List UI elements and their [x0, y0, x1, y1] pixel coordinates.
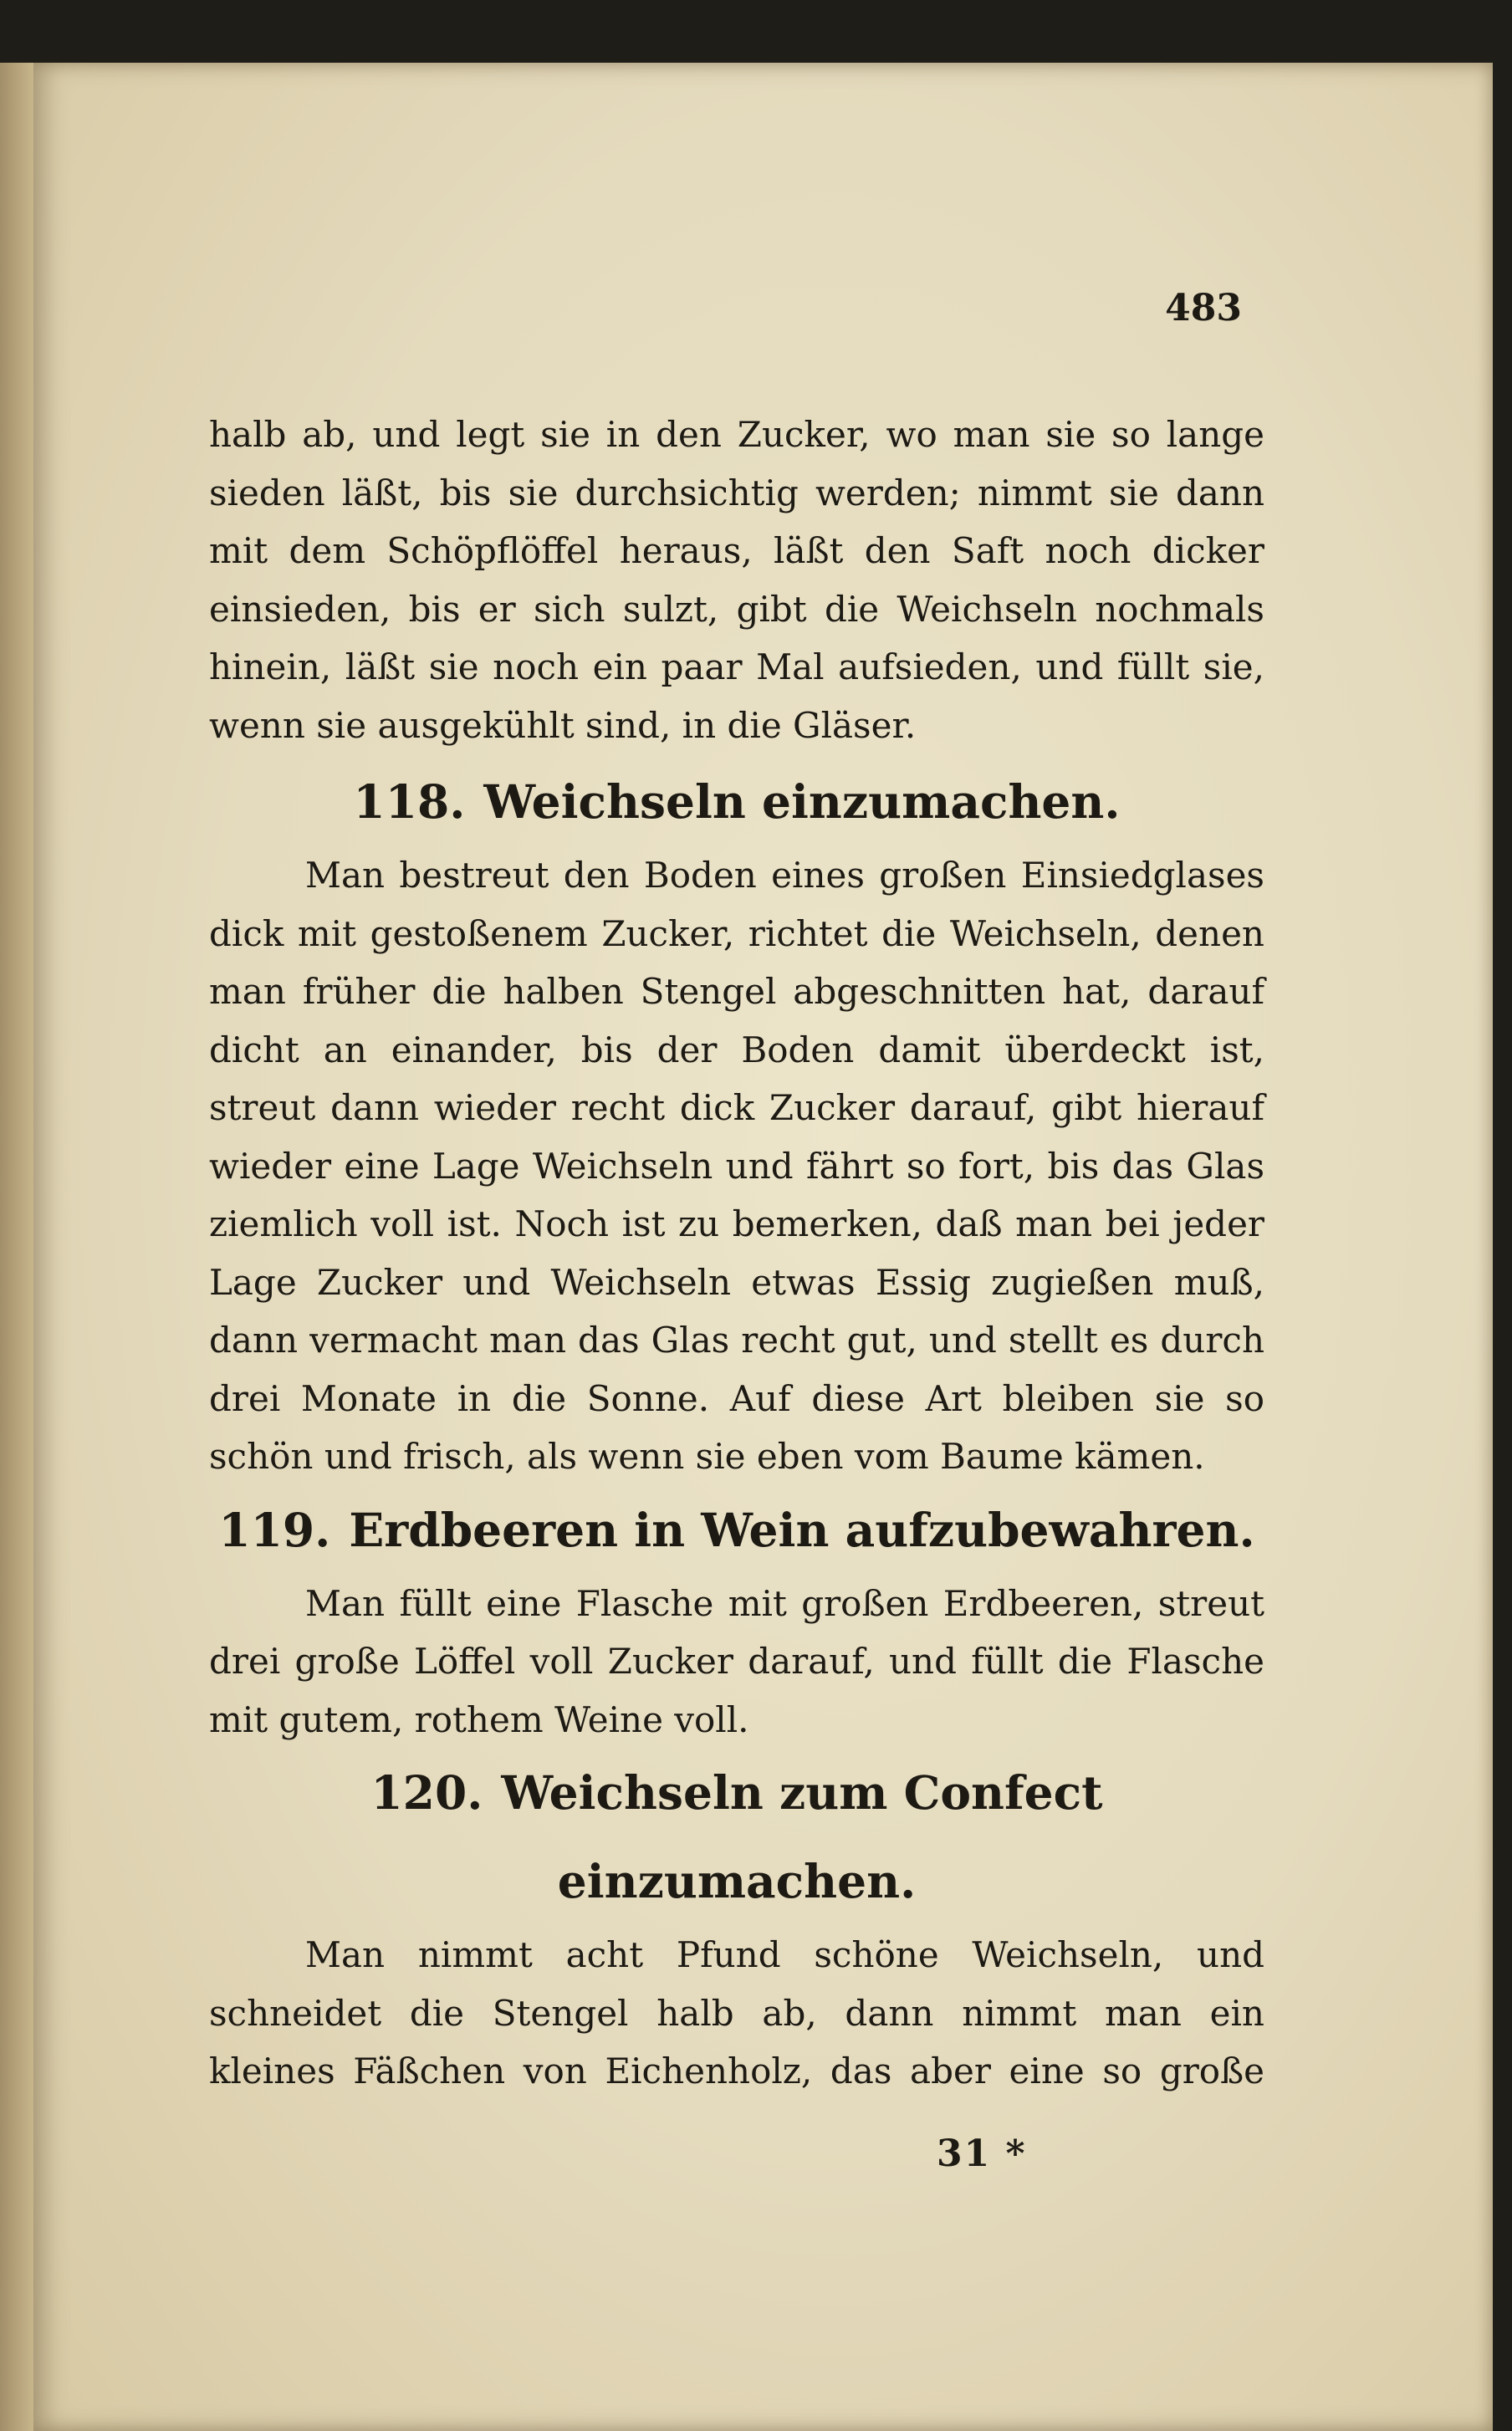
page-number: 483	[1165, 287, 1242, 329]
recipe-title: Weichseln zum Confect einzumachen.	[501, 1765, 1103, 1908]
page-text	[209, 406, 1264, 2101]
paragraph-recipe-119: Man füllt eine Flasche mit großen Erdbeeren, streut drei große Löffel voll Zucker darauf, und füllt die Flasche mit gutem, rothem Weine voll.	[209, 1582, 1264, 1740]
paragraph-recipe-120: Man nimmt acht Pfund schöne Weichseln, und schneidet die Stengel halb ab, dann nimmt man ein kleines Fäßchen von Eichenholz, das aber eine so große	[209, 1934, 1264, 2091]
recipe-heading-118	[209, 758, 1264, 846]
recipe-title: Erdbeeren in Wein aufzubewahren.	[349, 1502, 1255, 1557]
signature-mark: 31 *	[937, 2132, 1027, 2175]
book-page	[33, 63, 1493, 2431]
recipe-number: 120.	[370, 1765, 483, 1820]
paragraph-continuation: halb ab, und legt sie in den Zucker, wo man sie so lange sieden läßt, bis sie durchsichtig werden; nimmt sie dann mit dem Schöpflöffel heraus, läßt den Saft noch dicker einsieden, bis er sich sulzt, gibt die Weichseln nochmals hinein, läßt sie noch ein paar Mal aufsieden, und füllt sie, wenn sie ausgekühlt sind, in die Gläser.	[209, 414, 1264, 746]
recipe-number: 119.	[218, 1502, 331, 1557]
recipe-title: Weichseln einzumachen.	[483, 774, 1121, 829]
recipe-number: 118.	[353, 774, 466, 829]
recipe-heading-120	[209, 1749, 1264, 1926]
paragraph-recipe-118: Man bestreut den Boden eines großen Einsiedglases dick mit gestoßenem Zucker, richtet die Weichseln, denen man früher die halben Stengel abgeschnitten hat, darauf dicht an einander, bis der Boden damit überdeckt ist, streut dann wieder recht dick Zucker darauf, gibt hierauf wieder eine Lage Weichseln und fährt so fort, bis das Glas ziemlich voll ist. Noch ist zu bemerken, daß man bei jeder Lage Zucker und Weichseln etwas Essig zugießen muß, dann vermacht man das Glas recht gut, und stellt es durch drei Monate in die Sonne. Auf diese Art bleiben sie so schön und frisch, als wenn sie eben vom Baume kämen.	[209, 855, 1264, 1477]
recipe-heading-119	[209, 1486, 1264, 1575]
